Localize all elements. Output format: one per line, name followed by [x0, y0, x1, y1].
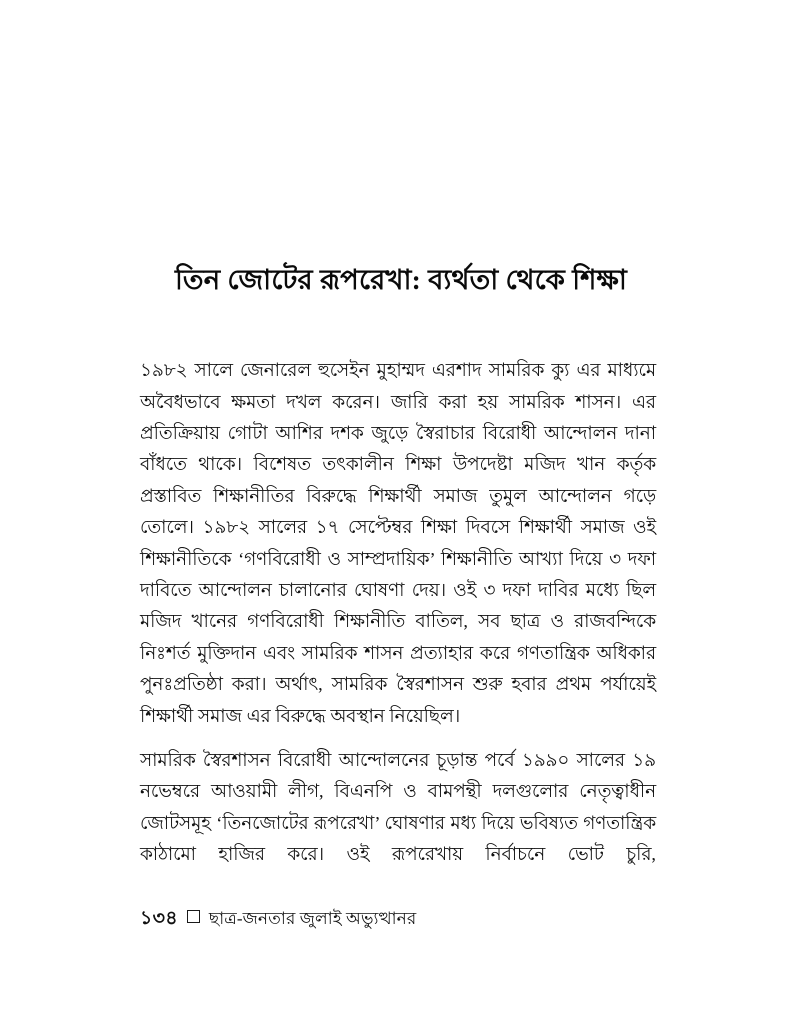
book-title: ছাত্র-জনতার জুলাই অভ্যুত্থানর [208, 909, 417, 928]
paragraph: ১৯৮২ সালে জেনারেল হুসেইন মুহাম্মদ এরশাদ সামরিক ক্যু এর মাধ্যমে অবৈধভাবে ক্ষমতা দখল করেন। জারি করা হয় সামরিক শাসন। এর প্রতিক্রিয়ায় গোটা আশির দশক জুড়ে স্বৈরাচার বিরোধী আন্দোলন দানা বাঁধতে থাকে। বিশেষত তৎকালীন শিক্ষা উপদেষ্টা মজিদ খান কর্তৃক প্রস্তাবিত শিক্ষানীতির বিরুদ্ধে শিক্ষার্থী সমাজ তুমুল আন্দোলন গড়ে তোলে। ১৯৮২ সালের ১৭ সেপ্টেম্বর শিক্ষা দিবসে শিক্ষার্থী সমাজ ওই শিক্ষানীতিকে ‘গণবিরোধী ও সাম্প্রদায়িক’ শিক্ষানীতি আখ্যা দিয়ে ৩ দফা দাবিতে আন্দোলন চালানোর ঘোষণা দেয়। ওই ৩ দফা দাবির মধ্যে ছিল মজিদ খানের গণবিরোধী শিক্ষানীতি বাতিল, সব ছাত্র ও রাজবন্দিকে নিঃশর্ত মুক্তিদান এবং সামরিক শাসন প্রত্যাহার করে গণতান্ত্রিক অধিকার পুনঃপ্রতিষ্ঠা করা। অর্থাৎ, সামরিক স্বৈরশাসন শুরু হবার প্রথম পর্যায়েই শিক্ষার্থী সমাজ এর বিরুদ্ধে অবস্থান নিয়েছিল। [140, 360, 656, 726]
page-number: ১৩৪ [140, 908, 178, 929]
running-footer [140, 906, 656, 932]
square-separator-icon [187, 910, 200, 923]
body-text [140, 355, 656, 871]
paragraph: সামরিক স্বৈরশাসন বিরোধী আন্দোলনের চূড়ান্ত পর্বে ১৯৯০ সালের ১৯ নভেম্বরে আওয়ামী লীগ, বিএনপি ও বামপন্থী দলগুলোর নেতৃত্বাধীন জোটসমূহ ‘তিনজোটের রূপরেখা’ ঘোষণার মধ্য দিয়ে ভবিষ্যত গণতান্ত্রিক কাঠামো হাজির করে। ওই রূপরেখায় নির্বাচনে ভোট চুরি, [140, 750, 656, 865]
page-content [140, 262, 656, 871]
page-title: তিন জোটের রূপরেখা: ব্যর্থতা থেকে শিক্ষা [175, 264, 627, 295]
